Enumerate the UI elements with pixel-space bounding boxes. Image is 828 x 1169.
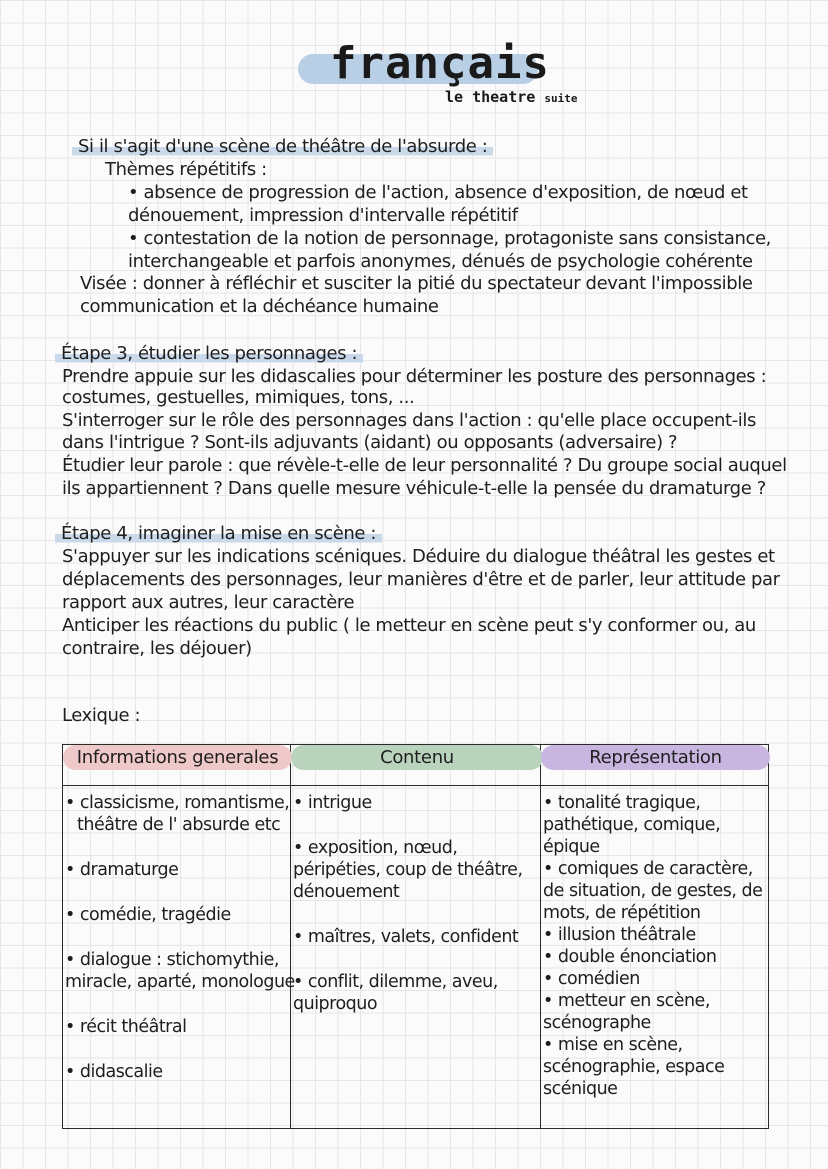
etape3-line: ils appartiennent ? Dans quelle mesure véhicule-t-elle la pensée du dramaturge ? — [62, 478, 766, 499]
column-generales — [63, 786, 295, 1129]
list-item: • illusion théâtrale — [543, 925, 696, 945]
column-header-representation — [541, 745, 769, 786]
visee-line1: Visée : donner à réfléchir et susciter la pitié du spectateur devant l'impossible — [80, 273, 753, 294]
list-item-cont: dénouement — [293, 882, 400, 902]
column-header-contenu — [291, 745, 541, 786]
list-item-cont: péripéties, coup de théâtre, — [293, 860, 523, 880]
bullet2-line1: • contestation de la notion de personnage, protagoniste sans consistance, — [128, 228, 771, 249]
list-item: • comédie, tragédie — [65, 905, 231, 925]
bullet2-line2: interchangeable et parfois anonymes, dénués de psychologie cohérente — [128, 251, 753, 272]
list-item: • mise en scène, — [543, 1035, 683, 1055]
lexique-label: Lexique : — [62, 705, 141, 726]
bullet1-line1: • absence de progression de l'action, absence d'exposition, de nœud et — [128, 182, 748, 203]
list-item: • dramaturge — [65, 860, 179, 880]
etape3-heading-text: Étape 3, étudier les personnages : — [55, 343, 363, 364]
list-item-cont: de situation, de gestes, de — [543, 881, 763, 901]
etape4-heading — [55, 522, 382, 545]
etape3-line: costumes, gestuelles, mimiques, tons, ... — [62, 387, 415, 408]
etape4-line: S'appuyer sur les indications scéniques. Déduire du dialogue théâtral les gestes et — [62, 546, 775, 567]
list-item: • maîtres, valets, confident — [293, 927, 519, 947]
list-item: • classicisme, romantisme, — [65, 793, 290, 813]
etape4-heading-text: Étape 4, imaginer la mise en scène : — [55, 523, 382, 544]
list-item-cont: pathétique, comique, — [543, 815, 721, 835]
etape3-line: Prendre appuie sur les didascalies pour déterminer les posture des personnages : — [62, 366, 767, 387]
header-pill-generales: Informations generales — [63, 745, 292, 770]
themes-label: Thèmes répétitifs : — [105, 159, 267, 180]
list-item-cont: épique — [543, 837, 600, 857]
column-header-generales — [63, 745, 291, 786]
list-item: • conflit, dilemme, aveu, — [293, 972, 498, 992]
list-item-cont: théâtre de l' absurde etc — [77, 815, 281, 835]
page-subtitle — [445, 88, 577, 106]
visee-line2: communication et la déchéance humaine — [80, 296, 439, 317]
list-item-cont: miracle, aparté, monologue — [65, 972, 295, 992]
list-item-cont: scénographe — [543, 1013, 651, 1033]
bullet1-line2: dénouement, impression d'intervalle répétitif — [128, 205, 518, 226]
subtitle-suffix: suite — [544, 92, 578, 105]
list-item-cont: quiproquo — [293, 994, 378, 1014]
etape3-line: Étudier leur parole : que révèle-t-elle de leur personnalité ? Du groupe social auquel — [62, 455, 787, 476]
list-item-cont: scénique — [543, 1079, 618, 1099]
list-item: • intrigue — [293, 793, 372, 813]
absurde-heading-text: Si il s'agit d'une scène de théâtre de l'absurde : — [72, 136, 493, 157]
list-item: • dialogue : stichomythie, — [65, 950, 279, 970]
list-item: • tonalité tragique, — [543, 793, 701, 813]
list-item: • exposition, nœud, — [293, 838, 458, 858]
absurde-heading — [72, 135, 493, 158]
list-item: • double énonciation — [543, 947, 717, 967]
header-pill-representation: Représentation — [541, 745, 770, 770]
list-item-cont: mots, de répétition — [543, 903, 701, 923]
page-title: français — [330, 38, 550, 89]
list-item: • metteur en scène, — [543, 991, 710, 1011]
etape3-line: S'interroger sur le rôle des personnages dans l'action : qu'elle place occupent-ils — [62, 410, 756, 431]
list-item: • récit théâtral — [65, 1017, 187, 1037]
etape4-line: Anticiper les réactions du public ( le metteur en scène peut s'y conformer ou, au — [62, 615, 756, 636]
column-contenu — [291, 786, 541, 1129]
etape3-line: dans l'intrigue ? Sont-ils adjuvants (aidant) ou opposants (adversaire) ? — [62, 432, 678, 453]
column-representation — [541, 786, 769, 1129]
etape4-line: déplacements des personnages, leur manières d'être et de parler, leur attitude par — [62, 569, 780, 590]
etape3-heading — [55, 342, 363, 365]
etape4-line: contraire, les déjouer) — [62, 638, 252, 659]
list-item: • comédien — [543, 969, 640, 989]
list-item-cont: scénographie, espace — [543, 1057, 725, 1077]
lexique-table — [62, 744, 769, 1129]
etape4-line: rapport aux autres, leur caractère — [62, 592, 355, 613]
header-pill-contenu: Contenu — [291, 745, 543, 770]
list-item: • didascalie — [65, 1062, 163, 1082]
list-item: • comiques de caractère, — [543, 859, 753, 879]
subtitle-text: le theatre — [445, 88, 536, 106]
